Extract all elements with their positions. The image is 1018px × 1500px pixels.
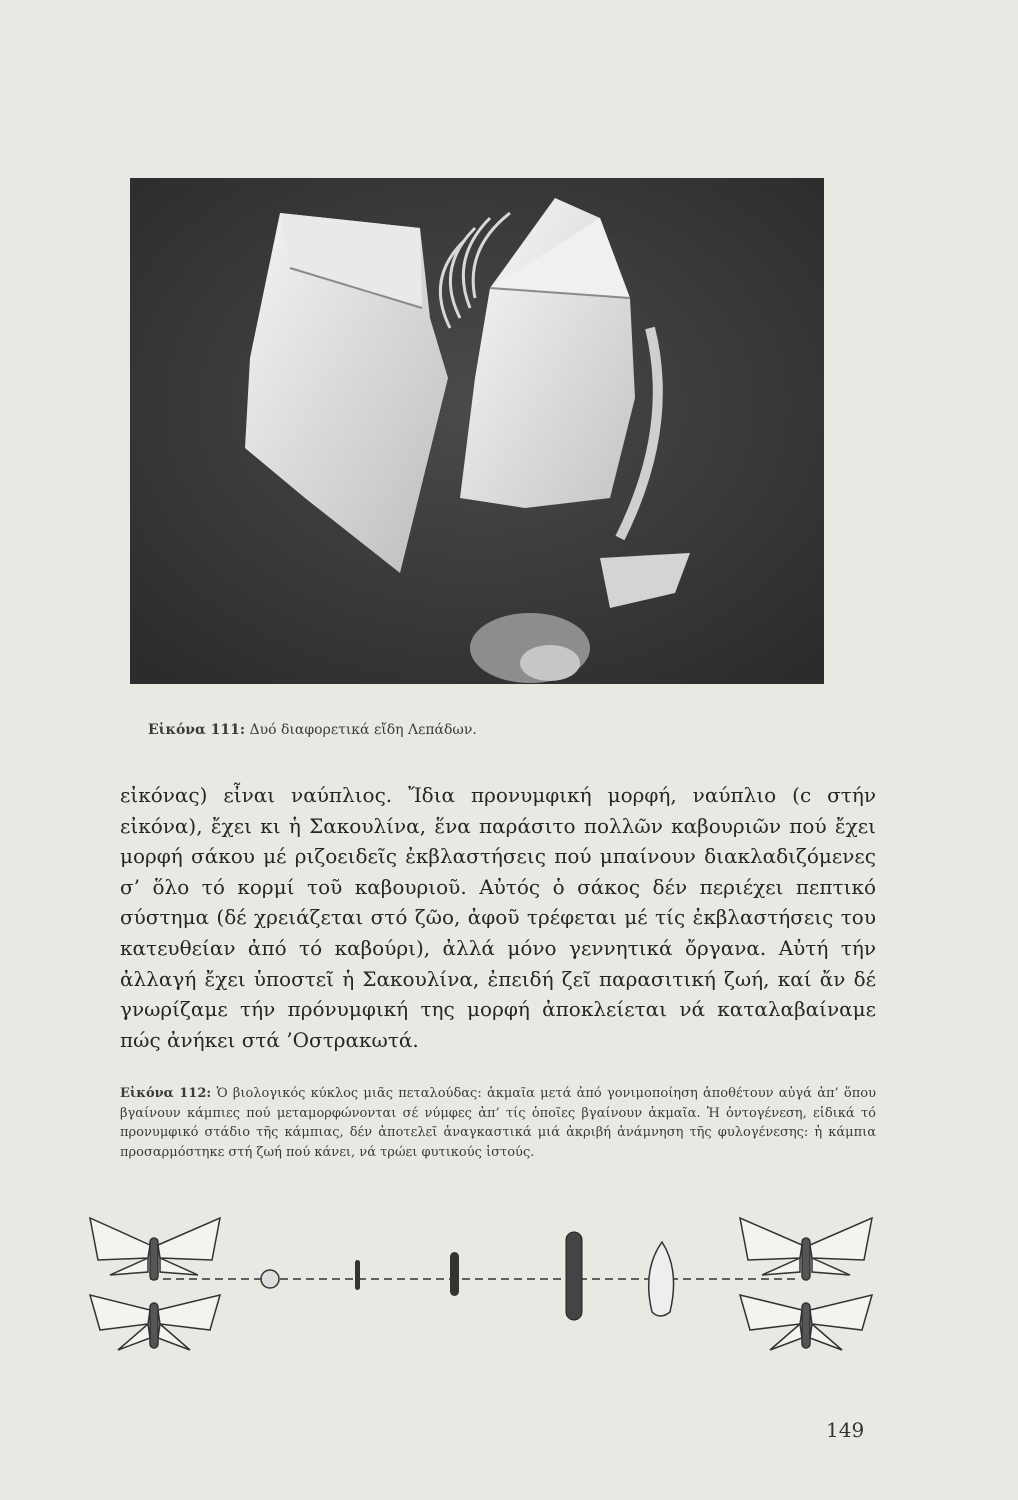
barnacles-photo bbox=[130, 178, 824, 684]
body-paragraph: εἰκόνας) εἶναι ναύπλιος. Ἴδια προνυμφική μορφή, ναύπλιο (c στήν εἰκόνα), ἔχει κι ἡ Σακουλίνα, ἕνα παράσιτο πολλῶν καβουριῶν πού ἔχει μορφή σάκου μέ ριζοειδεῖς ἐκβλαστήσεις πού μπαίνουν διακλαδιζόμενες σ’ ὅλο τό κορμί τοῦ καβουριοῦ. Αὐτός ὁ σάκος δέν περιέχει πεπτικό σύστημα (δέ χρειάζεται στό ζῶο, ἀφοῦ τρέφεται μέ τίς ἐκβλαστήσεις του κατευθείαν ἀπό τό καβούρι), ἀλλά μόνο γεννητικά ὄργανα. Αὐτή τήν ἀλλαγή ἔχει ὑποστεῖ ἡ Σακουλίνα, ἐπειδή ζεῖ παρασιτική ζωή, καί ἄν δέ γνωρίζαμε τήν πρόνυμφική της μορφή ἀποκλείεται νά καταλαβαίναμε πώς ἀνήκει στά ’Οστρακωτά. bbox=[120, 783, 876, 1052]
figure-112-caption bbox=[120, 1084, 876, 1162]
page-number: 149 bbox=[826, 1418, 865, 1442]
figure-111-caption bbox=[148, 721, 848, 739]
caterpillar-icon bbox=[566, 1232, 582, 1320]
moth-icon bbox=[90, 1218, 220, 1280]
egg-icon bbox=[261, 1270, 279, 1288]
butterfly-life-cycle-illustration bbox=[80, 1200, 900, 1360]
figure-111-text: Δυό διαφορετικά εἴδη Λεπάδων. bbox=[249, 722, 477, 738]
moth-icon bbox=[740, 1218, 872, 1280]
larva-icon bbox=[450, 1252, 459, 1296]
moth-icon bbox=[90, 1295, 220, 1350]
figure-111-label: Εἰκόνα 111: bbox=[148, 722, 246, 738]
figure-112-text: Ὁ βιολογικός κύκλος μιᾶς πεταλούδας: ἀκμαῖα μετά ἀπό γονιμοποίηση ἀποθέτουν αὐγά ἀπ’ ὅπου βγαίνουν κάμπιες πού μεταμορφώνονται σέ νύμφες ἀπ’ τίς ὁποῖες βγαίνουν ἀκμαῖα. Ἡ ὀντογένεση, εἰδικά τό προνυμφικό στάδιο τῆς κάμπιας, δέν ἀποτελεῖ ἀναγκαστικά μιά ἀκριβή ἀνάμνηση τῆς φυλογένεσης: ἡ κάμπια προσαρμόστηκε στή ζωή πού κάνει, νά τρώει φυτικούς ἱστούς. bbox=[120, 1086, 876, 1160]
small-larva-icon bbox=[355, 1260, 360, 1290]
figure-112-label: Εἰκόνα 112: bbox=[120, 1086, 212, 1101]
pupa-icon bbox=[649, 1242, 674, 1316]
moth-icon bbox=[740, 1295, 872, 1350]
